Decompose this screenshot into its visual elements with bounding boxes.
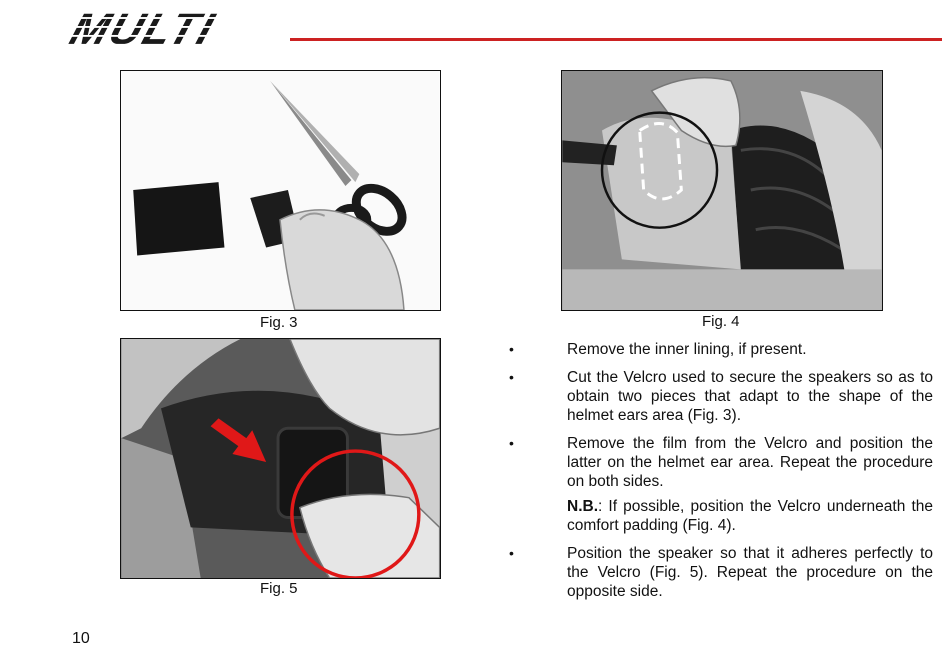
instruction-text: Cut the Velcro used to secure the speakers so as to obtain two pieces that adapt to the shape of the helmet ears area (Fig. 3). <box>567 369 933 424</box>
figure-3-photo <box>120 70 441 311</box>
bullet: • <box>509 435 514 451</box>
note-paragraph <box>567 497 933 535</box>
figure-4-caption: Fig. 4 <box>702 313 740 330</box>
figure-3-caption: Fig. 3 <box>260 314 298 331</box>
figure-4-photo <box>561 70 883 311</box>
list-item <box>505 340 933 359</box>
speaker-placement-illustration <box>121 339 440 578</box>
figure-5-photo <box>120 338 441 579</box>
instruction-text: Remove the film from the Velcro and position the latter on the helmet ear area. Repeat the procedure on both sides. <box>567 435 933 490</box>
instruction-text: Position the speaker so that it adheres perfectly to the Velcro (Fig. 5). Repeat the procedure on the opposite side. <box>567 545 933 600</box>
bullet: • <box>509 341 514 357</box>
page-number: 10 <box>72 630 90 647</box>
bullet: • <box>509 369 514 385</box>
list-item <box>505 368 933 425</box>
instructions-list <box>505 340 933 610</box>
note-label: N.B. <box>567 498 598 515</box>
note-text: : If possible, position the Velcro underneath the comfort padding (Fig. 4). <box>567 498 933 534</box>
list-item <box>505 544 933 601</box>
scissors-velcro-illustration <box>121 71 440 310</box>
header-rule <box>290 38 942 41</box>
instruction-text: Remove the inner lining, if present. <box>567 341 807 358</box>
figure-5-caption: Fig. 5 <box>260 580 298 597</box>
brand-logo: MULTI <box>64 5 222 54</box>
helmet-lining-illustration <box>562 71 882 310</box>
bullet: • <box>509 545 514 561</box>
list-item <box>505 434 933 491</box>
